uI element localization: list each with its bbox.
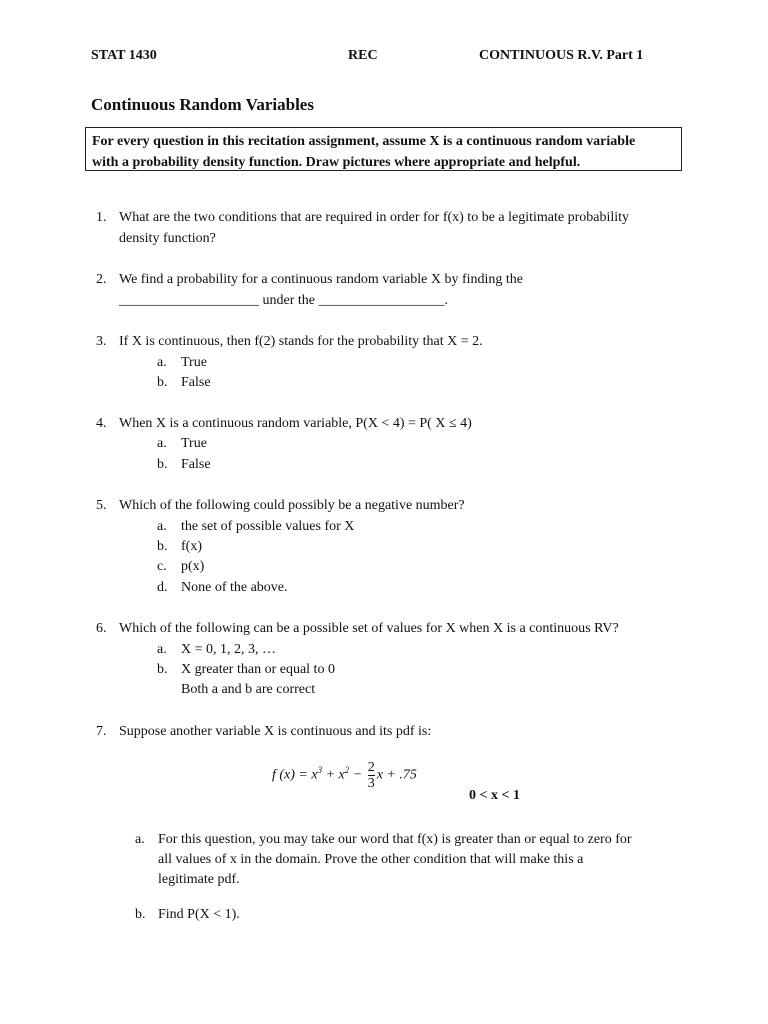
part-text: legitimate pdf. [158,872,240,887]
part-text: all values of x in the domain. Prove the other condition that will make this a [158,852,584,867]
question-number: 1. [96,210,107,225]
question-text: Suppose another variable X is continuous and its pdf is: [119,724,432,739]
course-code: STAT 1430 [91,48,157,63]
part-label: a. [135,832,145,847]
option-text: X greater than or equal to 0 [181,662,335,677]
page-title: Continuous Random Variables [91,95,314,114]
option-label: b. [157,662,168,677]
question-number: 3. [96,334,107,349]
question-text-blanks: ____________________ under the __________________. [119,293,448,308]
option-text: None of the above. [181,580,288,595]
pdf-formula: f $(x) = x^3 + x^2$ − $\frac{2}{3}$ x + .75 [272,760,417,791]
option-label: b. [157,457,168,472]
header-right: CONTINUOUS R.V. Part 1 [479,48,644,63]
option-label: a. [157,436,167,451]
option-label: b. [157,539,168,554]
instructions-line-2: with a probability density function. Draw pictures where appropriate and helpful. [92,155,581,170]
question-number: 6. [96,621,107,636]
instructions-line-1: For every question in this recitation assignment, assume X is a continuous random variable [92,134,636,149]
part-text: For this question, you may take our word that f(x) is greater than or equal to zero for [158,832,632,847]
option-text: True [181,355,207,370]
fraction: $\frac{2}{3}$ [367,760,375,791]
option-label: a. [157,519,167,534]
option-text: f(x) [181,539,202,554]
option-text: False [181,375,211,390]
question-text: Which of the following could possibly be a negative number? [119,498,465,513]
instructions-box [85,127,682,171]
option-label: b. [157,375,168,390]
pdf-domain: 0 < x < 1 [469,788,520,803]
option-text-extra: Both a and b are correct [181,682,316,697]
option-text: False [181,457,211,472]
question-text: If X is continuous, then f(2) stands for the probability that X = 2. [119,334,483,349]
option-text: X = 0, 1, 2, 3, … [181,642,277,657]
option-label: a. [157,355,167,370]
part-label: b. [135,907,146,922]
option-label: d. [157,580,168,595]
question-text: We find a probability for a continuous random variable X by finding the [119,272,523,287]
option-label: a. [157,642,167,657]
header-center: REC [348,48,378,63]
question-text-cont: density function? [119,231,216,246]
option-label: c. [157,559,167,574]
question-text: What are the two conditions that are required in order for f(x) to be a legitimate probability [119,210,630,225]
question-number: 2. [96,272,107,287]
option-text: p(x) [181,559,205,574]
question-number: 5. [96,498,107,513]
question-text: Which of the following can be a possible set of values for X when X is a continuous RV? [119,621,619,636]
option-text: True [181,436,207,451]
question-number: 7. [96,724,107,739]
question-number: 4. [96,416,107,431]
option-text: the set of possible values for X [181,519,355,534]
question-text: When X is a continuous random variable, P(X < 4) = P( X ≤ 4) [119,416,472,431]
part-text: Find P(X < 1). [158,907,240,922]
